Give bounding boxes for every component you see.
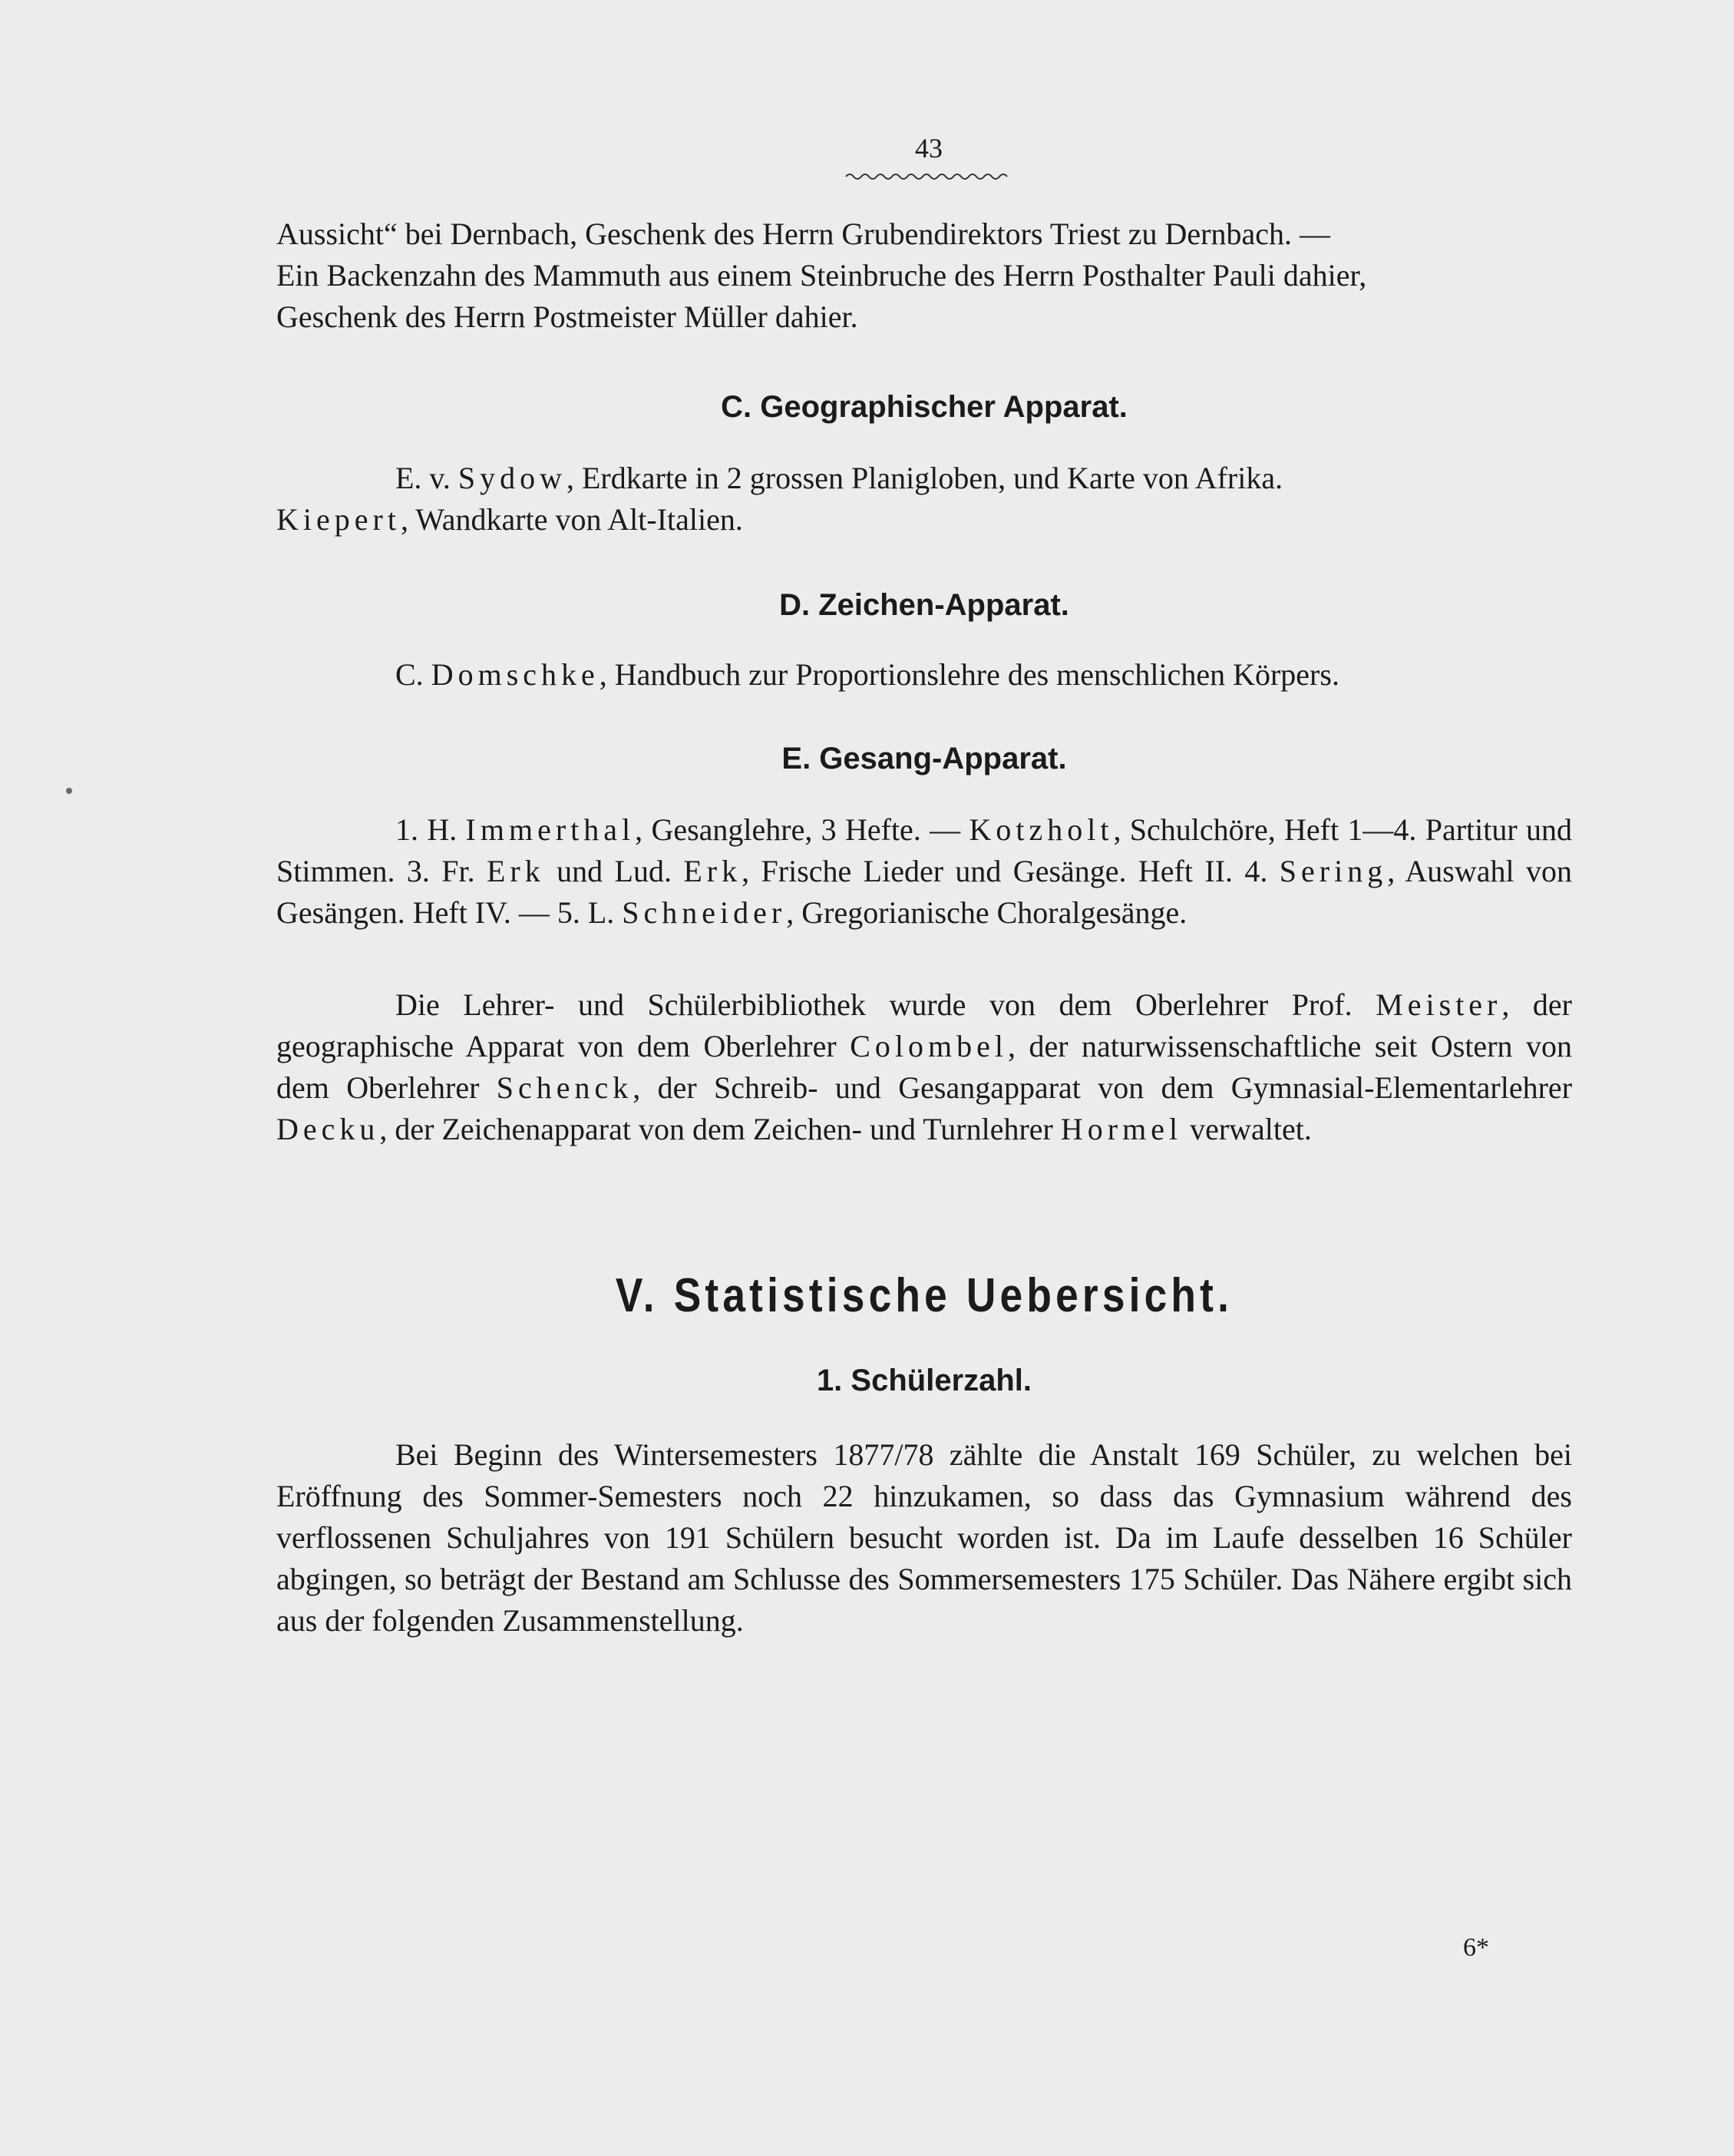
text-run: , der naturwissenschaftliche seit Ostern von dem Oberlehrer — [276, 1029, 1573, 1105]
intro-line-2: Ein Backenzahn des Mammuth aus einem Steinbruche des Herrn Posthalter Pauli dahier, — [276, 258, 1367, 293]
librarians-paragraph — [276, 984, 1572, 1150]
text-run: , der Schreib- und Gesangapparat von dem Gymnasial-Elementarlehrer — [632, 1070, 1573, 1105]
signature-mark: 6* — [1463, 1933, 1489, 1962]
text-run: 1. H. — [395, 812, 466, 847]
text-run: , Schulchöre, Heft 1—4. Partitur und Stimmen. 3. Fr. — [276, 812, 1573, 888]
author-name: Erk — [683, 854, 742, 888]
text-run: , Wandkarte von Alt-Italien. — [400, 502, 743, 537]
author-name: Sering — [1279, 854, 1388, 888]
text-run: verwaltet. — [1182, 1112, 1312, 1146]
author-name: Erk — [486, 854, 545, 888]
text-run: , Frische Lieder und Gesänge. Heft II. 4. — [741, 854, 1280, 888]
librarians-body — [276, 984, 1572, 1150]
section-e-heading: E. Gesang-Apparat. — [781, 742, 1067, 775]
text-run: , Handbuch zur Proportionslehre des menschlichen Körpers. — [599, 657, 1339, 692]
section-e-paragraph — [276, 809, 1572, 934]
text-run: , Gesanglehre, 3 Hefte. — — [635, 812, 969, 847]
author-name: Kotzholt — [969, 812, 1114, 847]
section-c-heading: C. Geographischer Apparat. — [721, 390, 1128, 424]
wavy-rule-ornament — [844, 170, 1013, 183]
schuelerzahl-paragraph: Bei Beginn des Wintersemesters 1877/78 zählte die Anstalt 169 Schüler, zu welchen bei Eröffnung des Sommer-Semesters noch 22 hinzukamen, so dass das Gymnasium während des verflossenen Schuljahres von 191 Schülern besucht worden ist. Da im Laufe desselben 16 Schüler abgingen, so beträgt der Bestand am Schlusse des Sommersemesters 175 Schüler. Das Nähere ergibt sich aus der folgenden Zusammenstellung. — [276, 1437, 1572, 1638]
text-run: C. — [395, 657, 431, 692]
person-name: Meister — [1376, 987, 1502, 1022]
section-c-line-1 — [276, 458, 1572, 499]
section-v-subheading: 1. Schülerzahl. — [816, 1364, 1032, 1397]
intro-paragraph — [276, 213, 1572, 338]
section-d-heading: D. Zeichen-Apparat. — [779, 588, 1069, 622]
text-run: , Auswahl von Gesängen. Heft IV. — 5. L. — [276, 854, 1573, 930]
text-run: E. v. — [395, 461, 458, 495]
person-name: Hormel — [1060, 1112, 1183, 1146]
text-run: , der Zeichenapparat von dem Zeichen- und Turnlehrer — [379, 1112, 1061, 1146]
person-name: Decku — [276, 1112, 380, 1146]
person-name: Schenck — [496, 1070, 633, 1105]
author-name: Immerthal — [465, 812, 636, 847]
margin-speck — [66, 788, 72, 794]
section-d-body — [276, 654, 1572, 696]
author-name: Schneider — [622, 895, 787, 930]
section-c-body — [276, 458, 1572, 541]
section-v-heading: V. Statistische Uebersicht. — [615, 1269, 1234, 1322]
section-c-line-2 — [276, 499, 1572, 541]
text-run: und Lud. — [544, 854, 684, 888]
section-d-line-1 — [276, 654, 1572, 696]
section-v-body — [276, 1434, 1572, 1642]
text-run: , Gregorianische Choralgesänge. — [786, 895, 1187, 930]
intro-line-1: Aussicht“ bei Dernbach, Geschenk des Herrn Grubendirektors Triest zu Dernbach. — — [276, 217, 1330, 251]
text-run: , der geographische Apparat von dem Oberlehrer — [276, 987, 1573, 1063]
intro-line-3: Geschenk des Herrn Postmeister Müller dahier. — [276, 299, 858, 334]
person-name: Colombel — [850, 1029, 1008, 1063]
section-e-body — [276, 809, 1572, 934]
author-name: Domschke — [431, 657, 599, 692]
author-name: Sydow — [457, 461, 566, 495]
text-run: Die Lehrer- und Schülerbibliothek wurde von dem Oberlehrer Prof. — [395, 987, 1376, 1022]
author-name: Kiepert — [276, 502, 401, 537]
page-number: 43 — [915, 133, 943, 164]
text-run: , Erdkarte in 2 grossen Planigloben, und Karte von Afrika. — [566, 461, 1283, 495]
